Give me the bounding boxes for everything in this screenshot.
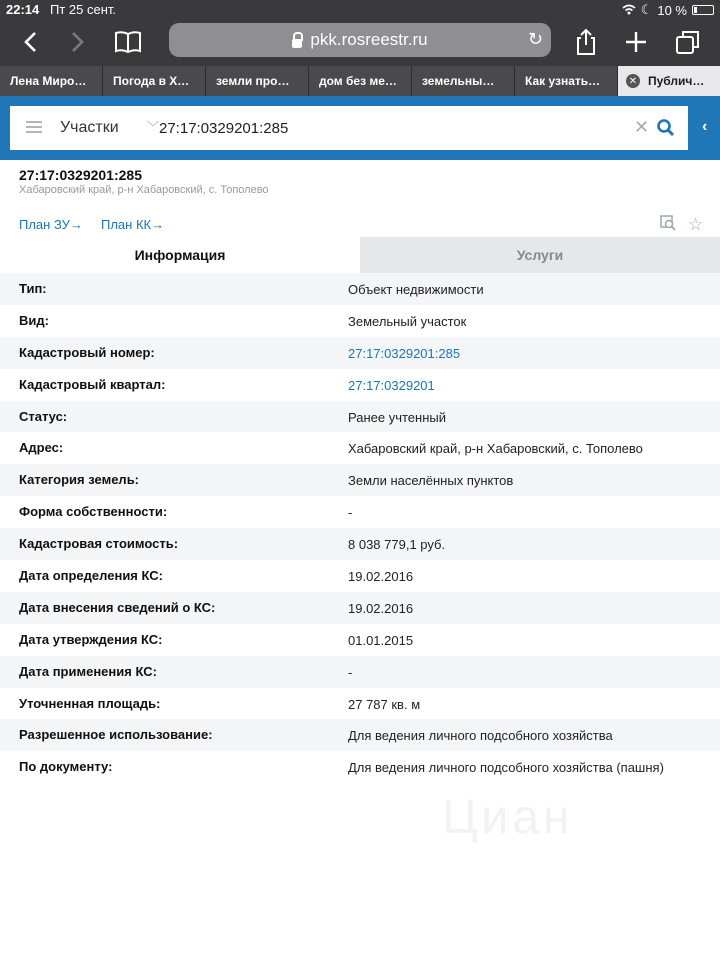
status-right: [622, 2, 714, 18]
search-box: [10, 106, 688, 150]
table-row: [0, 464, 720, 496]
object-tools: [660, 215, 703, 236]
status-time: 22:14: [6, 2, 40, 17]
share-icon[interactable]: [570, 26, 602, 58]
row-key: Дата применения КС:: [19, 663, 157, 679]
table-row: [0, 656, 720, 688]
row-key: Тип:: [19, 281, 47, 296]
search-input[interactable]: [159, 116, 619, 140]
row-value: Земельный участок: [348, 313, 467, 329]
table-row: [0, 751, 720, 783]
row-key: По документу:: [19, 759, 113, 775]
table-row: [0, 496, 720, 528]
browser-chrome: [0, 0, 720, 96]
table-row: [0, 401, 720, 433]
row-value: 27 787 кв. м: [348, 696, 421, 712]
row-key: Категория земель:: [19, 472, 140, 488]
lock-icon: [292, 39, 302, 48]
browser-tab[interactable]: земельны…: [412, 66, 515, 96]
row-key: Дата внесения сведений о КС:: [19, 599, 216, 615]
cadastral-quarter-link[interactable]: 27:17:0329201: [348, 377, 435, 393]
search-icon[interactable]: [656, 118, 676, 138]
battery-label: 10 %: [657, 2, 687, 18]
row-key: Статус:: [19, 408, 68, 424]
clear-icon[interactable]: ✕: [634, 117, 650, 137]
plan-zu-label: План ЗУ: [19, 217, 70, 232]
attributes-table: [0, 273, 720, 783]
table-row: [0, 719, 720, 751]
tab-services[interactable]: Услуги: [360, 237, 720, 273]
reload-icon[interactable]: ↻: [527, 29, 543, 49]
tab-information[interactable]: Информация: [0, 237, 360, 273]
plan-zu-link[interactable]: [19, 217, 83, 232]
forward-icon[interactable]: [62, 26, 94, 58]
arrow-right-icon: →: [69, 217, 83, 232]
table-row: [0, 337, 720, 369]
row-value: Земли населённых пунктов: [348, 473, 514, 489]
row-value: Ранее учтенный: [348, 409, 446, 425]
chevron-down-icon[interactable]: ﹀: [147, 120, 160, 134]
wifi-icon: [622, 3, 636, 18]
url-text: pkk.rosreestr.ru: [310, 30, 428, 49]
row-key: Кадастровый квартал:: [19, 376, 166, 392]
table-row: [0, 592, 720, 624]
status-bar: [0, 0, 720, 20]
plan-kk-label: План КК: [101, 217, 152, 232]
back-icon[interactable]: [14, 26, 46, 58]
row-value: Для ведения личного подсобного хозяйства (пашня): [348, 760, 664, 776]
browser-toolbar: [0, 20, 720, 64]
table-row: [0, 432, 720, 464]
row-key: Разрешенное использование:: [19, 727, 213, 743]
browser-tabs: [0, 66, 720, 96]
row-value: -: [348, 505, 353, 521]
tabs-overview-icon[interactable]: [672, 26, 704, 58]
cadastral-number-link[interactable]: 27:17:0329201:285: [348, 345, 461, 361]
moon-icon: ☾: [640, 2, 653, 17]
menu-icon[interactable]: [26, 121, 42, 133]
row-value: 01.01.2015: [348, 632, 414, 648]
search-band: [0, 96, 720, 160]
info-tabs: [0, 237, 720, 273]
row-value: 19.02.2016: [348, 600, 414, 616]
row-key: Уточненная площадь:: [19, 695, 161, 711]
close-tab-icon[interactable]: ✕: [626, 74, 640, 88]
table-row: [0, 560, 720, 592]
row-key: Дата утверждения КС:: [19, 631, 163, 647]
new-tab-icon[interactable]: [620, 26, 652, 58]
row-key: Кадастровый номер:: [19, 344, 155, 360]
row-value: -: [348, 664, 353, 680]
object-address: Хабаровский край, р-н Хабаровский, с. Тополево: [19, 184, 269, 196]
row-value: Хабаровский край, р-н Хабаровский, с. Тополево: [348, 441, 643, 457]
table-row: [0, 624, 720, 656]
zoom-to-icon[interactable]: [660, 215, 676, 236]
status-date: Пт 25 сент.: [50, 2, 117, 17]
browser-tab-active[interactable]: [618, 66, 720, 96]
watermark: Циан: [442, 791, 574, 844]
browser-tab[interactable]: земли про…: [206, 66, 309, 96]
table-row: [0, 528, 720, 560]
bookmarks-icon[interactable]: [112, 26, 144, 58]
table-row: [0, 305, 720, 337]
address-bar[interactable]: [169, 23, 551, 57]
row-value: 19.02.2016: [348, 569, 414, 585]
search-type-select[interactable]: Участки: [60, 119, 119, 136]
browser-tab[interactable]: Погода в Х…: [103, 66, 206, 96]
battery-icon: [692, 5, 714, 15]
collapse-panel-icon[interactable]: ‹: [702, 118, 708, 135]
table-row: [0, 369, 720, 401]
row-key: Вид:: [19, 312, 49, 328]
row-value: Объект недвижимости: [348, 282, 484, 297]
row-value: 8 038 779,1 руб.: [348, 537, 446, 553]
active-tab-label: Публич…: [648, 74, 705, 88]
star-icon[interactable]: ☆: [688, 215, 704, 234]
browser-tab[interactable]: дом без ме…: [309, 66, 412, 96]
row-key: Форма собственности:: [19, 504, 168, 520]
browser-tab[interactable]: Как узнать…: [515, 66, 618, 96]
object-number: 27:17:0329201:285: [19, 167, 142, 183]
row-key: Дата определения КС:: [19, 568, 163, 584]
plan-kk-link[interactable]: [101, 217, 164, 232]
row-key: Адрес:: [19, 440, 64, 456]
table-row: [0, 688, 720, 720]
arrow-right-icon: →: [151, 217, 165, 232]
row-key: Кадастровая стоимость:: [19, 536, 179, 552]
table-row: [0, 273, 720, 305]
row-value: Для ведения личного подсобного хозяйства: [348, 728, 613, 744]
browser-tab[interactable]: Лена Миро…: [0, 66, 103, 96]
